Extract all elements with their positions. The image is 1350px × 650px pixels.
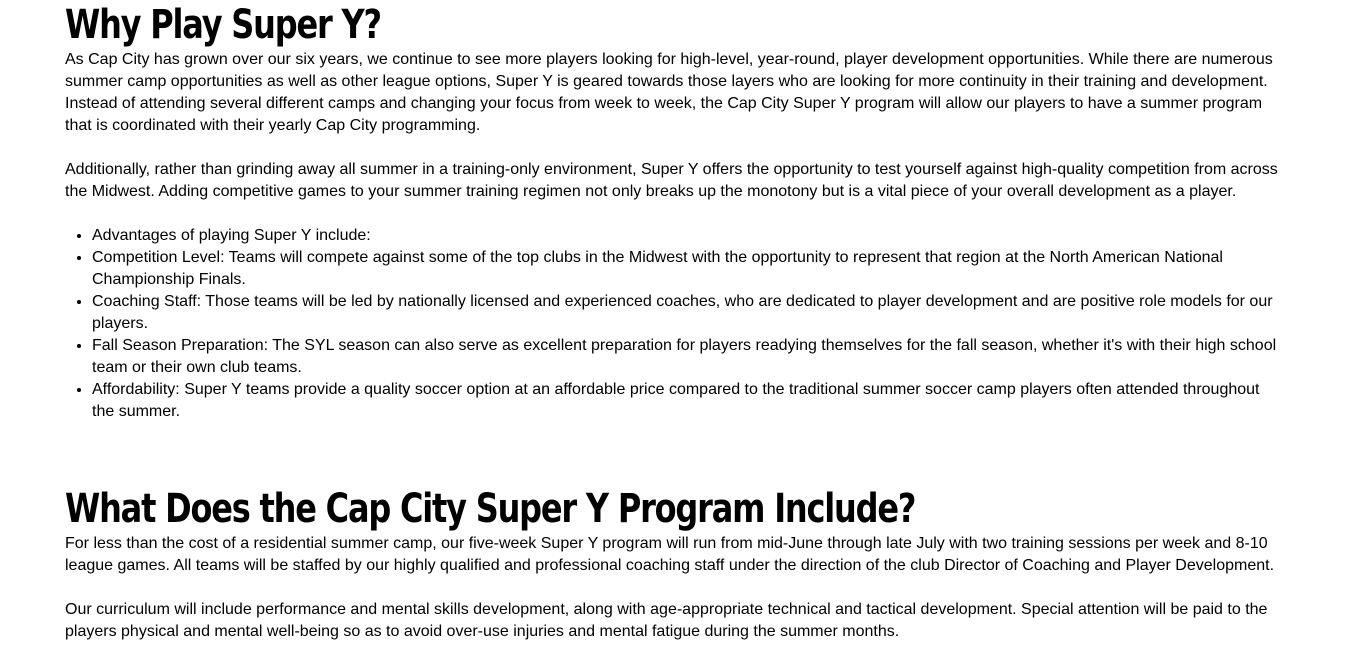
advantages-list (65, 225, 1285, 423)
program-paragraph-2: Our curriculum will include performance and mental skills development, along with age-appropriate technical and tactical development. Special attention will be paid to the players physical and mental well-being so as to avoid over-use injuries and mental fatigue during the summer months. (65, 601, 1268, 640)
list-item: • Affordability: Super Y teams provide a quality soccer option at an affordable price compared to the traditional summer soccer camp players often attended throughout the summer. (92, 379, 1285, 423)
why-play-paragraph-1: As Cap City has grown over our six years, we continue to see more players looking for high-level, year-round, player development opportunities. While there are numerous summer camp opportunities as well as other league options, Super Y is geared towards those layers who are looking for more continuity in their training and development. Instead of attending several different camps and changing your focus from week to week, the Cap City Super Y program will allow our players to have a summer program that is coordinated with their yearly Cap City programming. (65, 51, 1273, 134)
program-paragraph-1: For less than the cost of a residential summer camp, our five-week Super Y program will run from mid-June through late July with two training sessions per week and 8-10 league games. All teams will be staffed by our highly qualified and professional coaching staff under the direction of the club Director of Coaching and Player Development. (65, 535, 1275, 574)
why-play-section (65, 1, 1285, 423)
list-item: • Competition Level: Teams will compete against some of the top clubs in the Midwest with the opportunity to represent that region at the North American National Championship Finals. (92, 247, 1285, 291)
why-play-heading: Why Play Super Y? (65, 2, 381, 48)
list-item: • Advantages of playing Super Y include: (92, 225, 1285, 247)
main-content (65, 0, 1285, 643)
program-include-section (65, 485, 1285, 643)
list-item: • Fall Season Preparation: The SYL season can also serve as excellent preparation for players readying themselves for the fall season, whether it's with their high school team or their own club teams. (92, 335, 1285, 379)
why-play-paragraph-2: Additionally, rather than grinding away all summer in a training-only environment, Super Y offers the opportunity to test yourself against high-quality competition from across the Midwest. Adding competitive games to your summer training regimen not only breaks up the monotony but is a vital piece of your overall development as a player. (65, 161, 1278, 200)
list-item: • Coaching Staff: Those teams will be led by nationally licensed and experienced coaches, who are dedicated to player development and are positive role models for our players. (92, 291, 1285, 335)
program-include-heading: What Does the Cap City Super Y Program Include? (65, 486, 916, 532)
